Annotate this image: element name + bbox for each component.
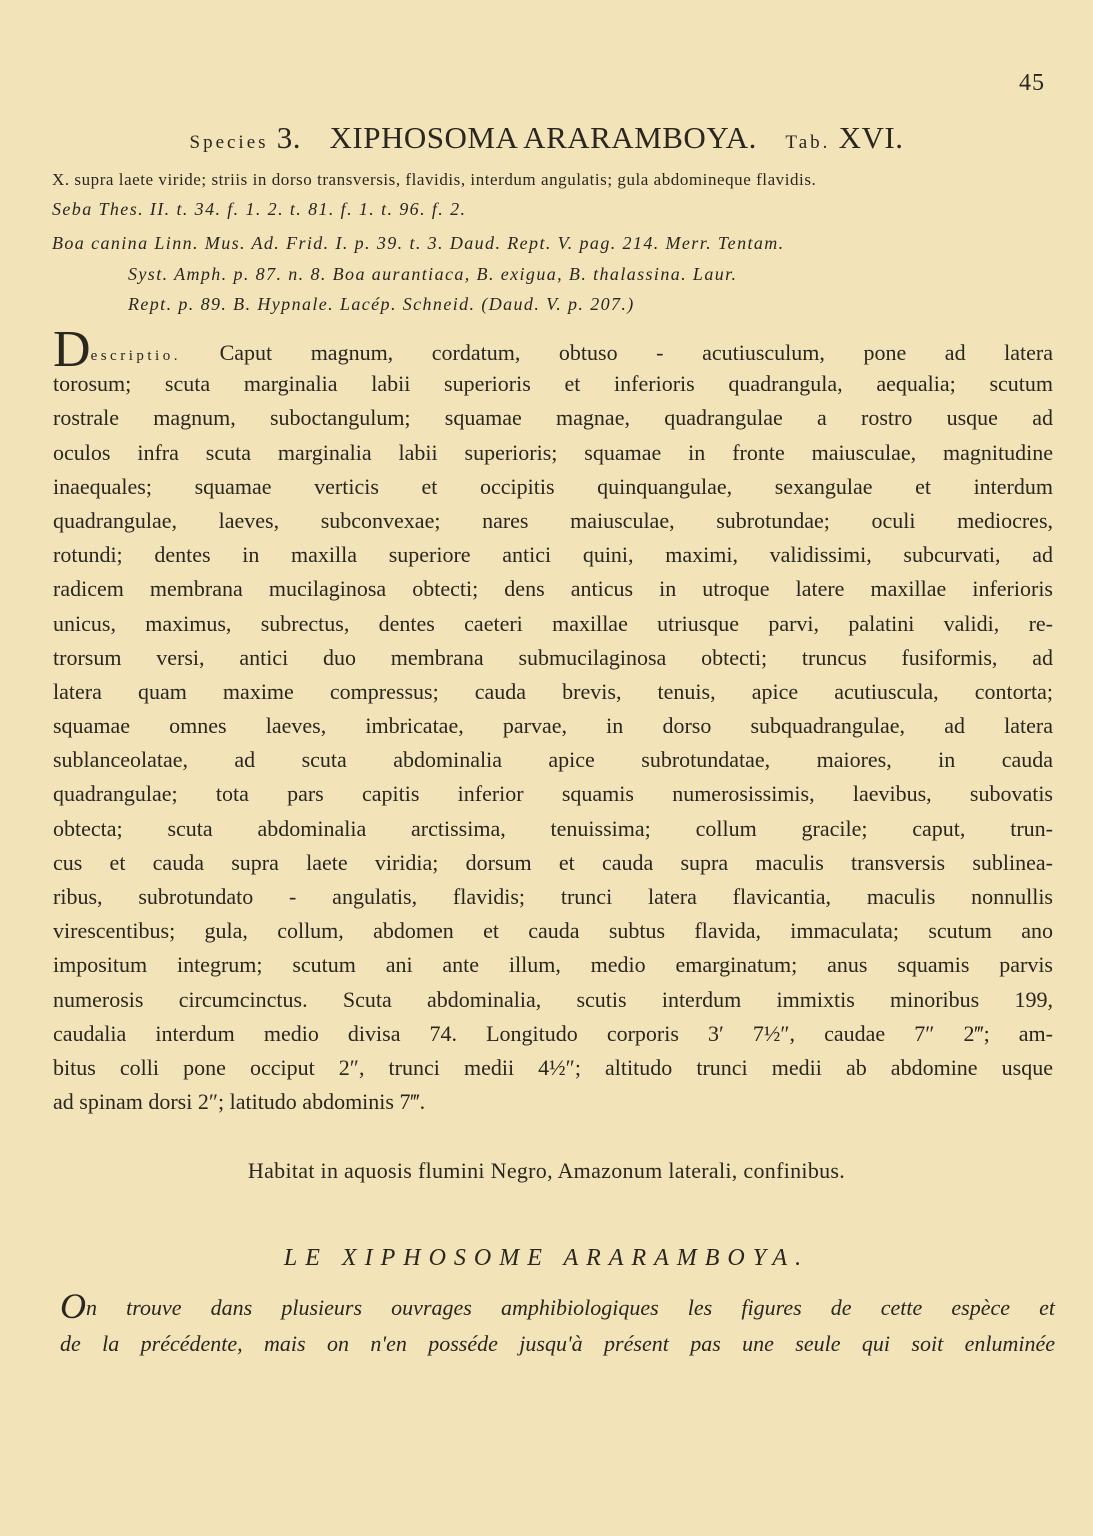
synonymy-line: Syst. Amph. p. 87. n. 8. Boa aurantiaca, B. exigua, B. thalassina. Laur. [128,264,738,284]
description-line: rotundi; dentes in maxilla superiore antici quini, maximi, validissimi, subcurvati, ad [53,542,1053,568]
description-line: obtecta; scuta abdominalia arctissima, tenuissima; collum gracile; caput, trun- [53,815,1053,841]
description-line: ribus, subrotundato - angulatis, flavidis; trunci latera flavicantia, maculis nonnullis [53,884,1053,909]
description-line: oculos infra scuta marginalia labii superioris; squamae in fronte maiusculae, magnitudine [53,439,1053,465]
description-line: radicem membrana mucilaginosa obtecti; dens anticus in utroque latere maxillae inferioris [53,576,1053,602]
description-line: Descriptio. Caput magnum, cordatum, obtuso - acutiusculum, pone ad latera [53,321,1054,378]
synonymy-line: Boa canina Linn. Mus. Ad. Frid. I. p. 39. t. 3. Daud. Rept. V. pag. 214. Merr. Tentam. [52,233,785,253]
description-line: bitus colli pone occiput 2″, trunci medii 4½″; altitudo trunci medii ab abdomine usque [53,1054,1053,1080]
description-line: ad spinam dorsi 2″; latitudo abdominis 7‴. [53,1089,426,1115]
description-line: latera quam maxime compressus; cauda brevis, tenuis, apice acutiuscula, contorta; [53,678,1053,704]
description-line: torosum; scuta marginalia labii superioris et inferioris quadrangula, aequalia; scutum [53,371,1053,397]
synonymy-line: Rept. p. 89. B. Hypnale. Lacép. Schneid. (Daud. V. p. 207.) [128,294,635,314]
species-heading [0,120,1093,156]
description-label: escriptio. [90,348,181,364]
description-line: unicus, maximus, subrectus, dentes caeteri maxillae utriusque parvi, palatini validi, re- [53,610,1053,636]
french-title: LE XIPHOSOME ARARAMBOYA. [283,1245,810,1271]
description-line: impositum integrum; scutum ani ante illum, medio emarginatum; anus squamis parvis [53,952,1053,978]
description-line: trorsum versi, antici duo membrana submucilaginosa obtecti; truncus fusiformis, ad [53,644,1053,670]
habitat-line: Habitat in aquosis flumini Negro, Amazonum laterali, confinibus. [247,1158,846,1183]
synonymy-line: Seba Thes. II. t. 34. f. 1. 2. t. 81. f. 1. t. 96. f. 2. [52,199,467,219]
description-line: quadrangulae; tota pars capitis inferior squamis numerosissimis, laevibus, subovatis [53,781,1053,807]
tab-number: XVI. [838,120,904,155]
description-line: numerosis circumcinctus. Scuta abdominalia, scutis interdum immixtis minoribus 199, [53,986,1053,1012]
description-paragraph [53,321,1054,1119]
species-label: Species [189,132,269,153]
description-line: squamae omnes laeves, imbricatae, parvae, in dorso subquadrangulae, ad latera [53,713,1053,739]
diagnosis: X. supra laete viride; striis in dorso transversis, flavidis, interdum angulatis; gula abdomineque flavidis. [52,170,817,189]
species-number: 3. [276,120,302,155]
description-line: caudalia interdum medio divisa 74. Longitudo corporis 3′ 7½″, caudae 7″ 2‴; am- [53,1020,1053,1046]
drop-cap: D [53,321,91,378]
description-line: cus et cauda supra laete viridia; dorsum et cauda supra maculis transversis sublinea- [53,849,1053,875]
french-line: de la précédente, mais on n'en posséde jusqu'à présent pas une seule qui soit enluminée [60,1331,1055,1356]
page-number: 45 [1019,70,1045,96]
description-line: rostrale magnum, suboctangulum; squamae magnae, quadrangulae a rostro usque ad [53,405,1053,431]
french-drop-cap: O [60,1286,86,1326]
french-paragraph [60,1286,1055,1362]
description-line: inaequales; squamae verticis et occipitis quinquangulae, sexangulae et interdum [53,473,1053,499]
species-name: XIPHOSOMA ARARAMBOYA. [329,120,757,155]
description-line: quadrangulae, laeves, subconvexae; nares maiusculae, subrotundae; oculi mediocres, [53,507,1053,533]
description-line: virescentibus; gula, collum, abdomen et cauda subtus flavida, immaculata; scutum ano [53,918,1053,944]
description-line: sublanceolatae, ad scuta abdominalia apice subrotundatae, maiores, in cauda [53,747,1053,773]
tab-label: Tab. [785,132,831,153]
french-line: On trouve dans plusieurs ouvrages amphibiologiques les figures de cette espèce et [60,1286,1055,1326]
